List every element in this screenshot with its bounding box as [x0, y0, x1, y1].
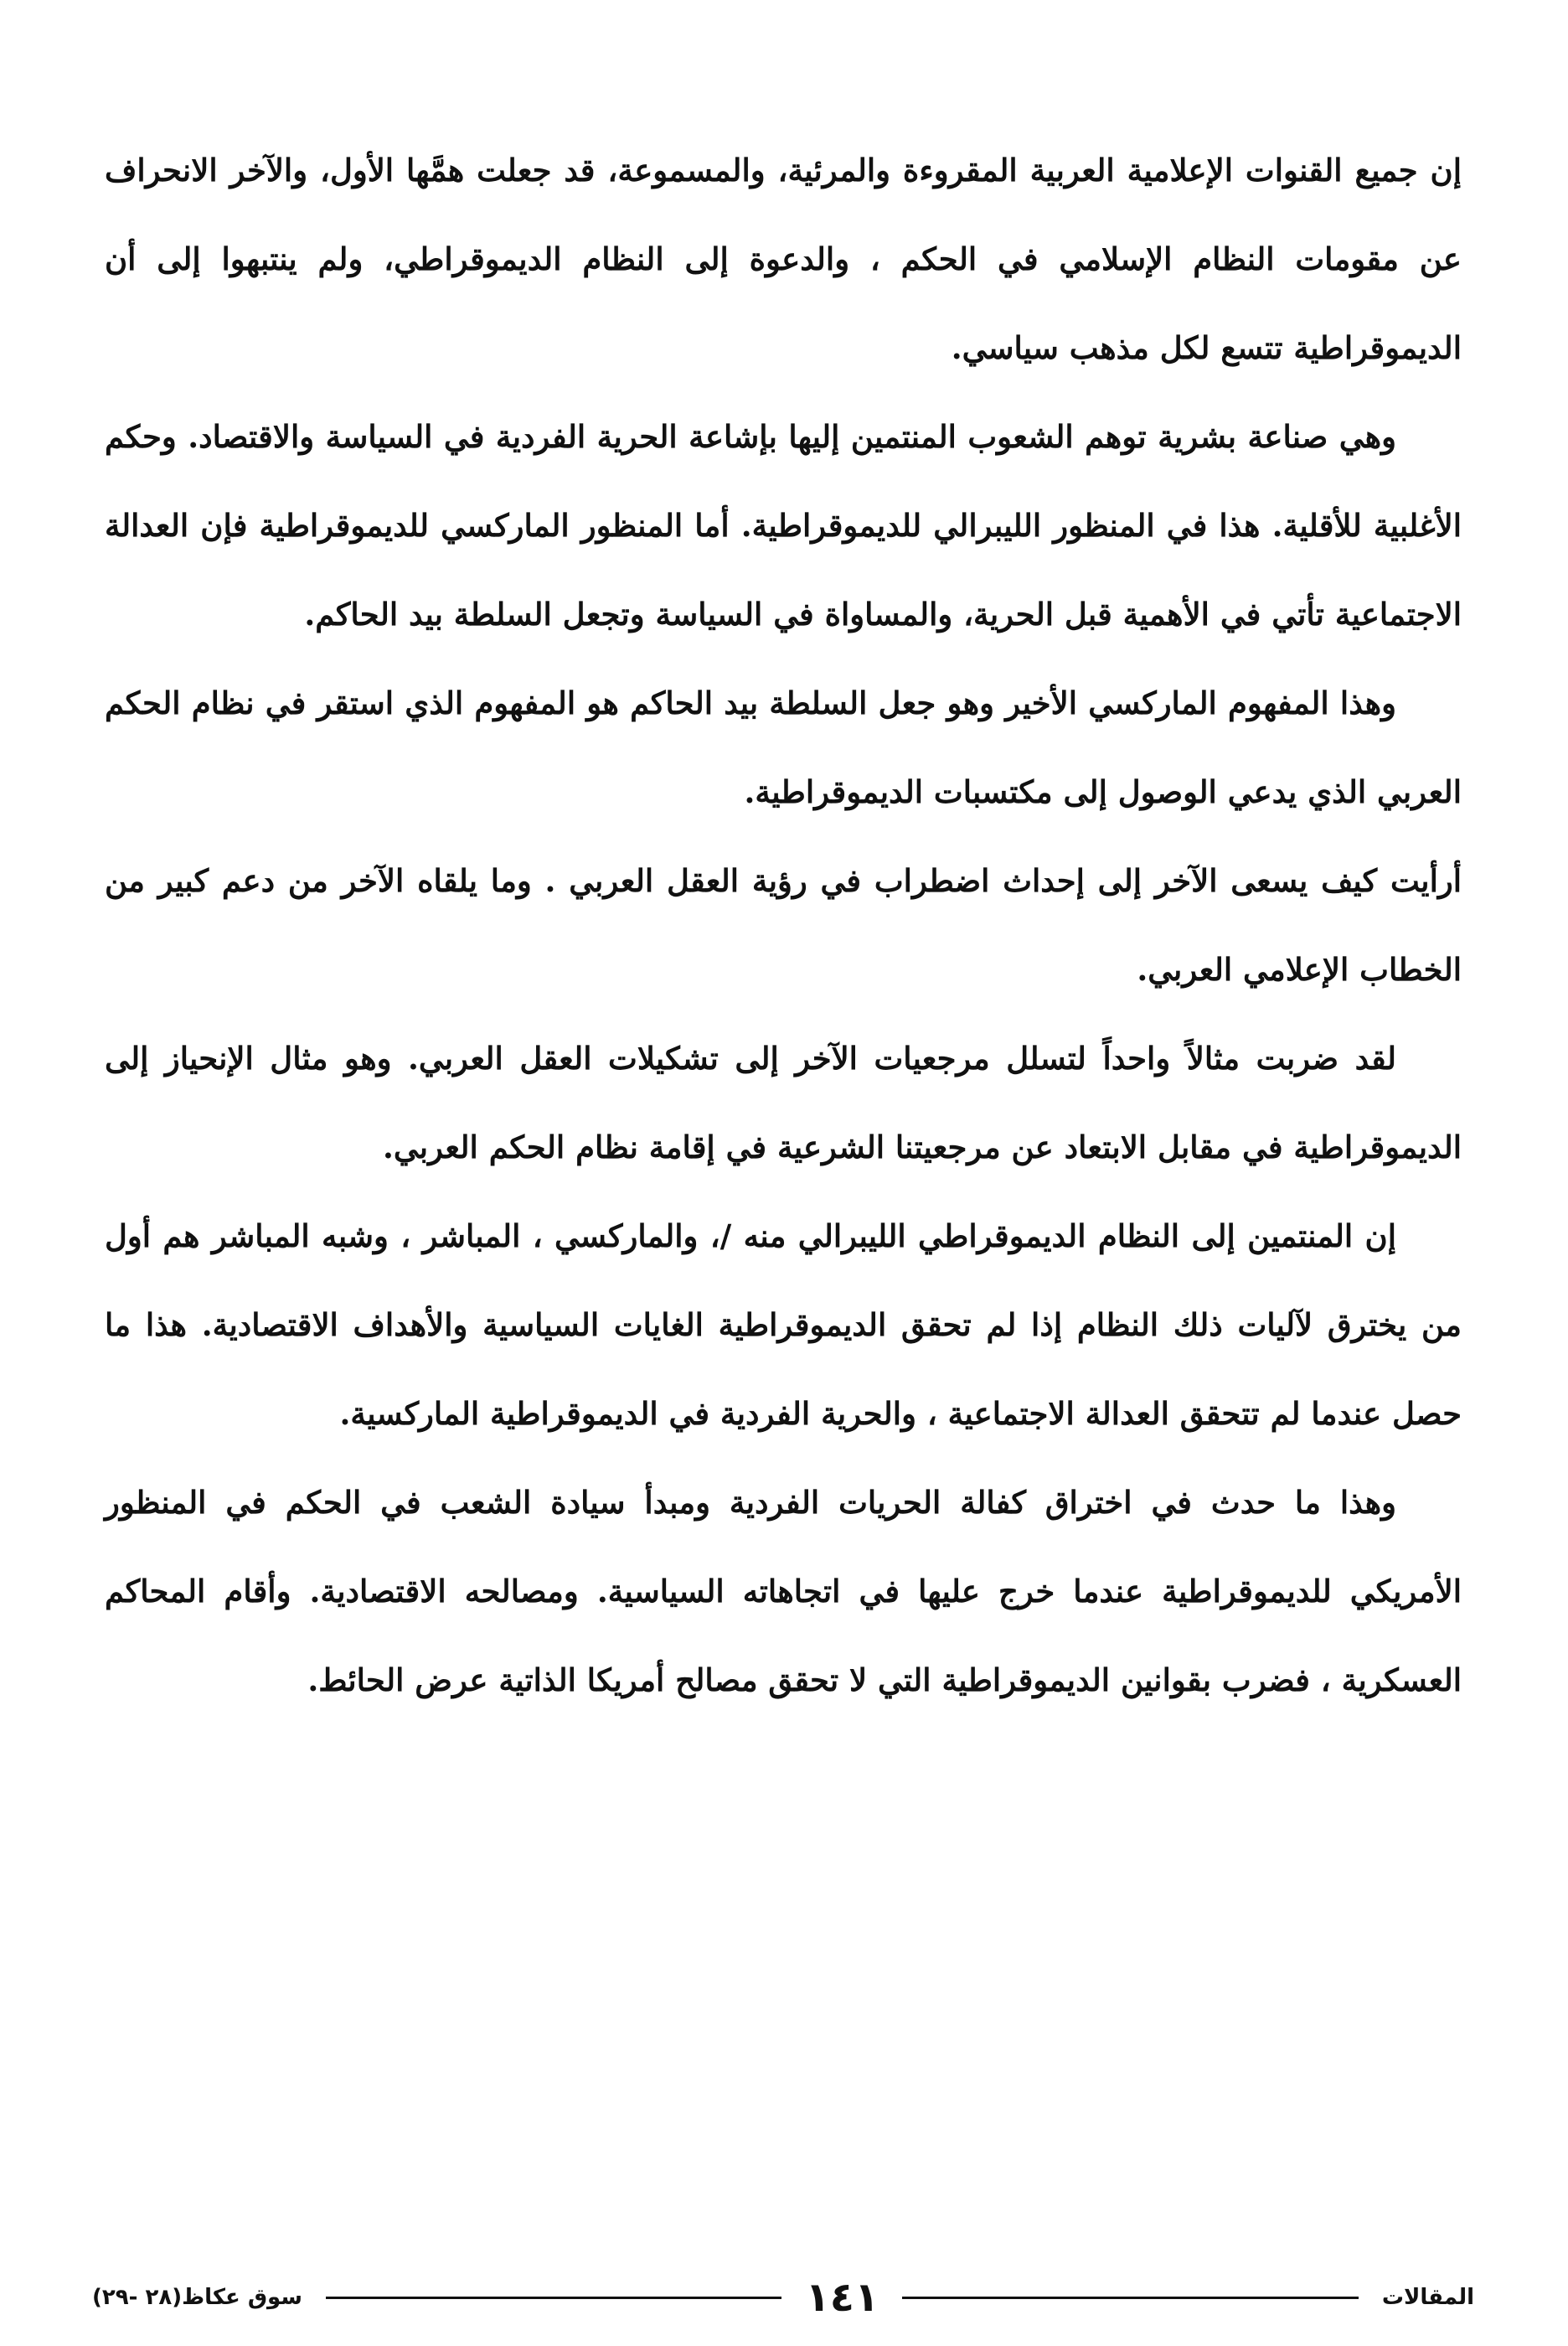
article-body	[105, 126, 1462, 1724]
paragraph: لقد ضربت مثالاً واحداً لتسلل مرجعيات الآخر إلى تشكيلات العقل العربي. وهو مثال الإنحياز إلى الديموقراطية في مقابل الابتعاد عن مرجعيتنا الشرعية في إقامة نظام الحكم العربي.	[105, 1040, 1462, 1165]
footer-section-title: المقالات	[1381, 2285, 1474, 2310]
paragraph: إن المنتمين إلى النظام الديموقراطي الليبرالي منه /، والماركسي ، المباشر ، وشبه المباشر هم أول من يخترق لآليات ذلك النظام إذا لم تحقق الديموقراطية الغايات السياسية والأهداف الاقتصادية. هذا ما حصل عندما لم تتحقق العدالة الاجتماعية ، والحرية الفردية في الديموقراطية الماركسية.	[105, 1217, 1462, 1432]
page-number: ١٤١	[805, 2274, 879, 2321]
footer-rule-left	[326, 2297, 782, 2299]
page-footer	[92, 2272, 1474, 2323]
paragraph: وهذا ما حدث في اختراق كفالة الحريات الفردية ومبدأ سيادة الشعب في الحكم في المنظور الأمريكي للديموقراطية عندما خرج عليها في اتجاهاته السياسية. ومصالحه الاقتصادية. وأقام المحاكم العسكرية ، فضرب بقوانين الديموقراطية التي لا تحقق مصالح أمريكا الذاتية عرض الحائط.	[105, 1484, 1462, 1698]
paragraph: إن جميع القنوات الإعلامية العربية المقروءة والمرئية، والمسموعة، قد جعلت همَّها الأول، والآخر الانحراف عن مقومات النظام الإسلامي في الحكم ، والدعوة إلى النظام الديموقراطي، ولم ينتبهوا إلى أن الديموقراطية تتسع لكل مذهب سياسي.	[105, 152, 1462, 366]
paragraph: وهذا المفهوم الماركسي الأخير وهو جعل السلطة بيد الحاكم هو المفهوم الذي استقر في نظام الحكم العربي الذي يدعي الوصول إلى مكتسبات الديموقراطية.	[105, 685, 1462, 810]
footer-journal-title: سوق عكاظ(٢٨ -٢٩)	[92, 2285, 302, 2310]
footer-rule-right	[902, 2297, 1359, 2299]
paragraph: وهي صناعة بشرية توهم الشعوب المنتمين إليها بإشاعة الحرية الفردية في السياسة والاقتصاد. وحكم الأغلبية للأقلية. هذا في المنظور الليبرالي للديموقراطية. أما المنظور الماركسي للديموقراطية فإن العدالة الاجتماعية تأتي في الأهمية قبل الحرية، والمساواة في السياسة وتجعل السلطة بيد الحاكم.	[105, 418, 1462, 633]
paragraph: أرأيت كيف يسعى الآخر إلى إحداث اضطراب في رؤية العقل العربي . وما يلقاه الآخر من دعم كبير من الخطاب الإعلامي العربي.	[105, 862, 1462, 988]
